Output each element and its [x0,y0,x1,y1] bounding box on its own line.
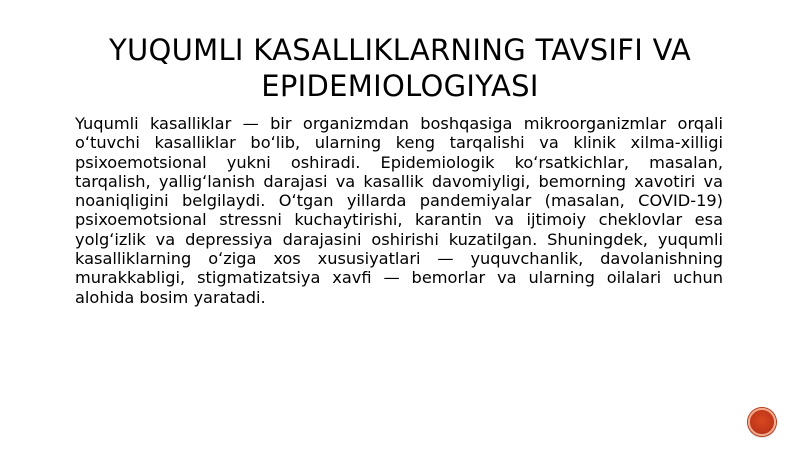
slide-title: YUQUMLI KASALLIKLARNING TAVSIFI VA EPIDEMIOLOGIYASI [108,33,692,103]
slide-nav-button[interactable] [748,408,776,436]
slide-body-text: Yuqumli kasalliklar — bir organizmdan boshqasiga mikroorganizmlar orqali oʻtuvchi kasalliklar boʻlib, ularning keng tarqalishi va klinik xilma-xilligi psixoemotsional yukni oshiradi. Epidemiologik koʻrsatkichlar, masalan, tarqalish, yalligʻlanish darajasi va kasallik davomiyligi, bemorning xavotiri va noaniqligini belgilaydi. Oʻtgan yillarda pandemiyalar (masalan, COVID-19) psixoemotsional stressni kuchaytirishi, karantin va ijtimoiy cheklovlar esa yolgʻizlik va depressiya darajasini oshirishi kuzatilgan. Shuningdek, yuqumli kasalliklarning oʻziga xos xususiyatlari — yuquvchanlik, davolanishning murakkabligi, stigmatizatsiya xavfi — bemorlar va ularning oilalari uchun alohida bosim yaratadi. [75,114,723,307]
